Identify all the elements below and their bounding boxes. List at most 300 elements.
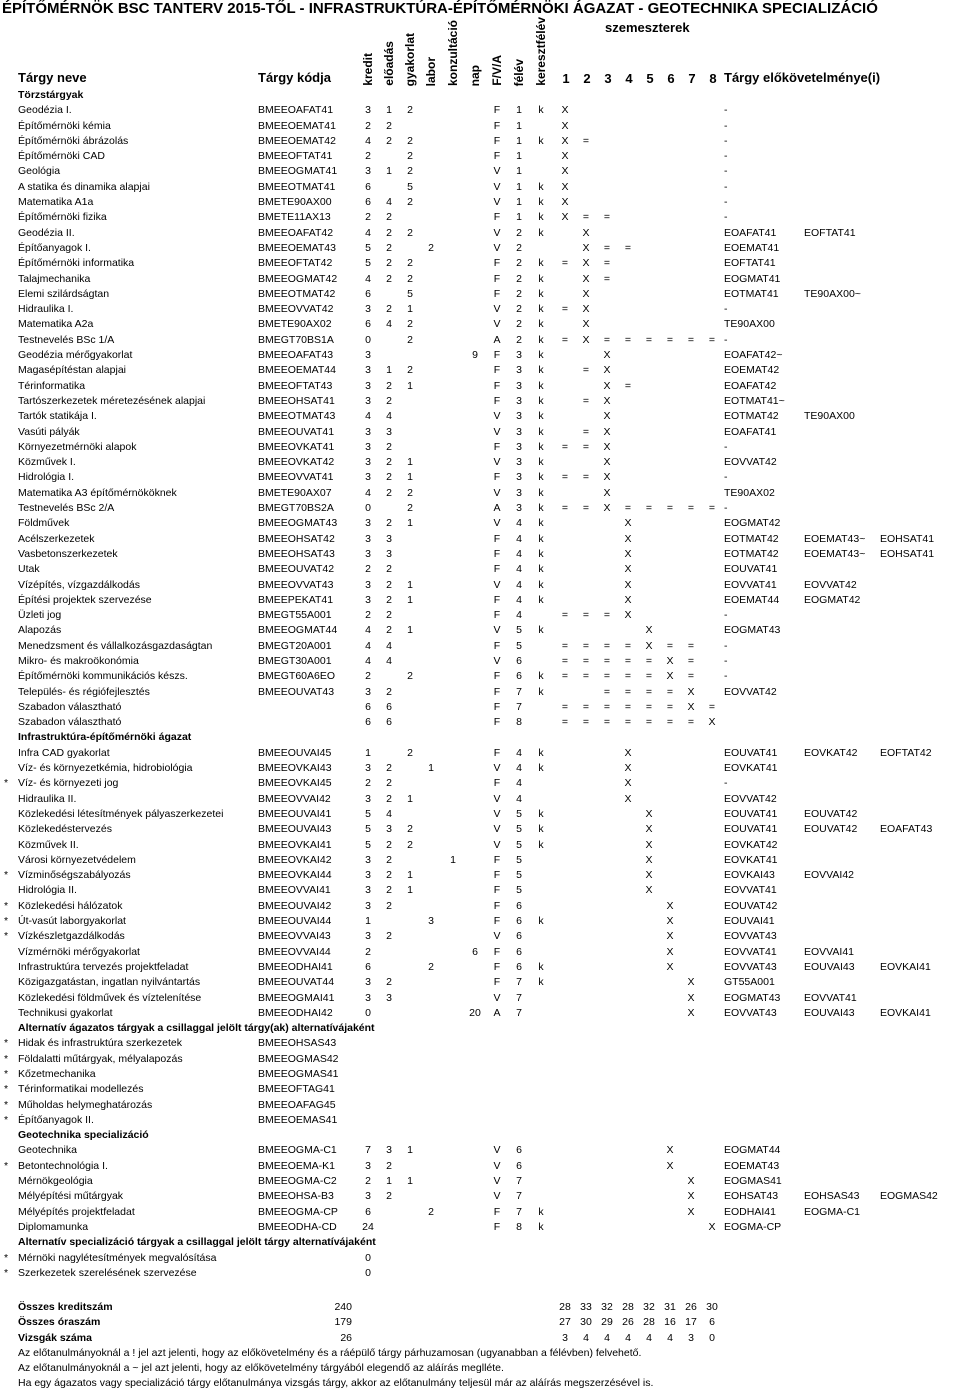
cross-semester-cell: k — [538, 318, 544, 331]
semester-mark: X — [666, 899, 674, 912]
table-row — [0, 1098, 960, 1113]
subject-name: Település- és régiófejlesztés — [18, 685, 150, 698]
credit-cell: 2 — [365, 1175, 371, 1188]
hours-cell: 2 — [407, 364, 413, 377]
semester-cell: 2 — [516, 318, 522, 331]
footnote: Az előtanulmányoknál a ! jel azt jelenti, hogy az előkövetelmény és a ráépülő tárgy párhuzamosan (ugyanabban a félévben) felvehető. — [18, 1347, 642, 1359]
semester-mark: = — [624, 654, 632, 667]
semester-mark: X — [561, 104, 569, 117]
credit-cell: 6 — [365, 716, 371, 729]
semester-mark: = — [645, 333, 653, 346]
subject-name: Vasbetonszerkezetek — [18, 547, 118, 560]
prerequisite: EOGMA-C1 — [804, 1205, 861, 1218]
hours-cell: 2 — [407, 150, 413, 163]
prerequisite: - — [724, 196, 728, 209]
prerequisite: EOVVAT43 — [724, 1006, 777, 1019]
credit-cell: 3 — [365, 899, 371, 912]
subject-code: BMEEOGMAT44 — [258, 624, 338, 637]
table-row — [0, 164, 960, 179]
semester-mark: X — [645, 639, 653, 652]
semester-mark: X — [708, 1220, 716, 1233]
semester-mark: X — [666, 670, 674, 683]
credit-cell: 0 — [365, 1006, 371, 1019]
credit-cell: 5 — [365, 838, 371, 851]
subject-code: BMEEOVKAI44 — [258, 869, 332, 882]
hours-cell: 1 — [407, 624, 413, 637]
semester-mark: = — [582, 639, 590, 652]
prerequisite: EOEMAT43 — [724, 1159, 780, 1172]
subject-name: Üzleti jog — [18, 609, 62, 622]
cross-semester-cell: k — [538, 349, 544, 362]
semester-cell: 4 — [516, 777, 522, 790]
subject-code: BMEEOVVAI44 — [258, 945, 331, 958]
hours-cell: 1 — [386, 364, 392, 377]
credit-cell: 3 — [365, 456, 371, 469]
assessment-cell: V — [493, 1159, 501, 1172]
semester-mark: = — [561, 609, 569, 622]
semester-mark: = — [582, 364, 590, 377]
table-row — [0, 226, 960, 241]
subject-code: BMEEOGMAT41 — [258, 165, 338, 178]
prerequisite: EOAFAT43 — [880, 823, 933, 836]
semester-mark: = — [582, 654, 590, 667]
assessment-cell: V — [493, 838, 501, 851]
prerequisite: - — [724, 777, 728, 790]
cross-semester-cell: k — [538, 746, 544, 759]
semester-mark: X — [603, 349, 611, 362]
hours-cell: 3 — [386, 1144, 392, 1157]
subject-code: BMEEOGMA-C2 — [258, 1175, 337, 1188]
semester-header-2: 2 — [583, 71, 591, 86]
alternative-star: * — [4, 1159, 9, 1172]
semester-mark: X — [624, 532, 632, 545]
hours-cell: 1 — [428, 762, 434, 775]
footnote: Ha egy ágazatos vagy specializáció tárgy előtanulmánya vizsgás tárgy, akkor az előtanulmány teljesül már az aláírás megszerzésével is. — [18, 1377, 654, 1389]
semester-mark: X — [561, 150, 569, 163]
credit-cell: 3 — [365, 394, 371, 407]
subject-code: BMEEOVKAI42 — [258, 853, 332, 866]
subject-code: BMEEOFTAT41 — [258, 150, 333, 163]
semester-mark: = — [561, 471, 569, 484]
alternative-star: * — [4, 1037, 9, 1050]
semester-mark: = — [603, 670, 611, 683]
semester-mark: X — [666, 915, 674, 928]
prerequisite: EOAFAT42 — [724, 379, 777, 392]
subject-code: BMEEOUVAI43 — [258, 823, 332, 836]
semester-mark: = — [687, 654, 695, 667]
credit-cell: 3 — [365, 104, 371, 117]
semester-mark: X — [687, 685, 695, 698]
credit-cell: 3 — [365, 349, 371, 362]
semester-mark: = — [624, 670, 632, 683]
assessment-cell: F — [493, 364, 501, 377]
subject-code: BMEEOEMAT41 — [258, 119, 336, 132]
hours-cell: 2 — [386, 930, 392, 943]
assessment-cell: V — [493, 456, 501, 469]
semester-mark: = — [666, 333, 674, 346]
hours-cell: 2 — [386, 211, 392, 224]
semester-mark: X — [624, 547, 632, 560]
semester-mark: = — [603, 654, 611, 667]
subject-name: Mélyépítés projektfeladat — [18, 1205, 135, 1218]
table-row — [0, 746, 960, 761]
subject-name: Elemi szilárdságtan — [18, 287, 110, 300]
semester-mark: = — [582, 502, 590, 515]
prerequisite: EOAFAT41 — [724, 226, 777, 239]
semester-cell: 1 — [516, 196, 522, 209]
semester-cell: 6 — [516, 945, 522, 958]
hours-cell: 2 — [386, 792, 392, 805]
semester-mark: X — [603, 379, 611, 392]
cross-semester-cell: k — [538, 517, 544, 530]
hours-cell: 2 — [407, 823, 413, 836]
hours-cell: 4 — [386, 639, 392, 652]
table-row — [0, 501, 960, 516]
table-row — [0, 470, 960, 485]
semester-mark: = — [582, 471, 590, 484]
assessment-cell: F — [493, 639, 501, 652]
semester-mark: = — [624, 379, 632, 392]
hours-cell: 2 — [428, 241, 434, 254]
semester-mark: = — [603, 639, 611, 652]
subject-code: BMEEOGMAT43 — [258, 517, 338, 530]
credit-cell: 4 — [365, 654, 371, 667]
prerequisite: EOVVAT41 — [724, 578, 777, 591]
hours-cell: 1 — [386, 1175, 392, 1188]
subject-name: Tartók statikája I. — [18, 410, 97, 423]
subject-name: Földalatti műtárgyak, mélyalapozás — [18, 1052, 183, 1065]
cross-semester-cell: k — [538, 471, 544, 484]
header-keresztfelev: keresztfélév — [534, 17, 548, 86]
credit-cell: 5 — [365, 241, 371, 254]
prerequisite: EOVKAI43 — [724, 869, 775, 882]
table-row — [0, 1113, 960, 1128]
assessment-cell: F — [493, 563, 501, 576]
section-heading — [0, 730, 960, 745]
subject-name: Vízépítés, vízgazdálkodás — [18, 578, 140, 591]
semester-cell: 4 — [516, 746, 522, 759]
hours-cell: 2 — [386, 471, 392, 484]
credit-cell: 6 — [365, 1205, 371, 1218]
subject-code: BMEEOUVAI45 — [258, 746, 332, 759]
alternative-star: * — [4, 1098, 9, 1111]
subject-code: BMEEOHSAT42 — [258, 532, 335, 545]
subject-code: BMEGT70BS1A — [258, 333, 334, 346]
semester-mark: X — [603, 486, 611, 499]
subject-name: Geotechnika — [18, 1144, 77, 1157]
hours-cell: 1 — [407, 379, 413, 392]
table-row — [0, 333, 960, 348]
cross-semester-cell: k — [538, 915, 544, 928]
credit-cell: 2 — [365, 670, 371, 683]
credit-cell: 0 — [365, 1251, 371, 1264]
credit-cell: 3 — [365, 593, 371, 606]
semester-mark: X — [603, 471, 611, 484]
subject-code: BMEEOVKAT41 — [258, 440, 335, 453]
credit-cell: 3 — [365, 547, 371, 560]
semester-mark: = — [603, 211, 611, 224]
prerequisite: - — [724, 150, 728, 163]
semester-mark: X — [624, 517, 632, 530]
semester-cell: 4 — [516, 593, 522, 606]
prerequisite: EOGMAT42 — [724, 517, 781, 530]
summary-row — [0, 1315, 960, 1330]
subject-name: Építőmérnöki kémia — [18, 119, 111, 132]
credit-cell: 6 — [365, 960, 371, 973]
prerequisite: EOVKAT42 — [804, 746, 858, 759]
prerequisite: EOVKAI41 — [880, 1006, 931, 1019]
subject-name: Környezetmérnöki alapok — [18, 440, 137, 453]
cross-semester-cell: k — [538, 578, 544, 591]
table-row — [0, 363, 960, 378]
semester-mark: X — [624, 578, 632, 591]
cross-semester-cell: k — [538, 960, 544, 973]
subject-code: BMEEOAFAT43 — [258, 349, 334, 362]
subject-code: BMEEOFTAT42 — [258, 257, 333, 270]
subject-name: Infra CAD gyakorlat — [18, 746, 110, 759]
semester-cell: 1 — [516, 119, 522, 132]
table-row — [0, 945, 960, 960]
semester-mark: = — [624, 241, 632, 254]
table-row — [0, 685, 960, 700]
assessment-cell: V — [493, 654, 501, 667]
hours-cell: 2 — [386, 241, 392, 254]
subject-name: Hidrológia II. — [18, 884, 77, 897]
semester-mark: = — [561, 639, 569, 652]
table-row — [0, 868, 960, 883]
assessment-cell: V — [493, 1175, 501, 1188]
subject-name: Magasépítéstan alapjai — [18, 364, 126, 377]
section-title: Alternatív ágazatos tárgyak a csillaggal jelölt tárgy(ak) alternatívájaként — [18, 1022, 375, 1035]
hours-cell: 20 — [469, 1006, 481, 1019]
subject-name: Testnevelés BSc 2/A — [18, 502, 115, 515]
prerequisite: EOVKAT42 — [724, 838, 778, 851]
subject-name: Városi környezetvédelem — [18, 853, 136, 866]
assessment-cell: F — [493, 777, 501, 790]
credit-cell: 3 — [365, 1190, 371, 1203]
prerequisite: - — [724, 502, 728, 515]
hours-cell: 2 — [407, 134, 413, 147]
subject-name: Építőmérnöki kommunikációs készs. — [18, 670, 188, 683]
semester-mark: X — [645, 838, 653, 851]
hours-cell: 2 — [407, 272, 413, 285]
subject-name: A statika és dinamika alapjai — [18, 180, 150, 193]
semester-mark: = — [645, 700, 653, 713]
semester-mark: = — [582, 440, 590, 453]
hours-cell: 6 — [386, 716, 392, 729]
credit-cell: 0 — [365, 333, 371, 346]
table-row — [0, 103, 960, 118]
credit-cell: 2 — [365, 119, 371, 132]
subject-code: BMEEOAFAG45 — [258, 1098, 336, 1111]
semester-cell: 1 — [516, 150, 522, 163]
subject-code: BMEEOEMA-K1 — [258, 1159, 336, 1172]
semester-mark: = — [666, 502, 674, 515]
semester-header-5: 5 — [646, 71, 654, 86]
hours-cell: 2 — [386, 593, 392, 606]
prerequisite: EOGMAT42 — [804, 593, 861, 606]
prerequisite: EOVKAT41 — [724, 853, 778, 866]
subject-code: BMEEOVVAI43 — [258, 930, 331, 943]
semester-cell: 7 — [516, 685, 522, 698]
subject-code: BMEEODHA-CD — [258, 1220, 337, 1233]
subject-name: Építőmérnöki informatika — [18, 257, 135, 270]
semester-mark: X — [603, 502, 611, 515]
summary-semester-value: 28 — [559, 1301, 571, 1313]
summary-semester-value: 27 — [559, 1316, 571, 1329]
cross-semester-cell: k — [538, 593, 544, 606]
subject-code: BMEEOUVAT41 — [258, 425, 335, 438]
header-felev: félév — [512, 58, 526, 86]
table-row — [0, 134, 960, 149]
table-row — [0, 623, 960, 638]
prerequisite: EOTMAT41~ — [724, 394, 785, 407]
semester-mark: X — [687, 1175, 695, 1188]
hours-cell: 9 — [472, 349, 478, 362]
subject-code: BMEEOGMA-CP — [258, 1205, 338, 1218]
assessment-cell: F — [493, 394, 501, 407]
semester-header-6: 6 — [667, 71, 675, 86]
semester-cell: 1 — [516, 165, 522, 178]
subject-code: BMEEOGMAS42 — [258, 1052, 339, 1065]
subject-name: Matematika A1a — [18, 196, 94, 209]
subject-name: Szabadon választható — [18, 716, 122, 729]
semester-cell: 2 — [516, 272, 522, 285]
semester-mark: = — [561, 303, 569, 316]
assessment-cell: F — [493, 532, 501, 545]
assessment-cell: F — [493, 609, 501, 622]
table-row — [0, 807, 960, 822]
subject-name: Közigazgatástan, ingatlan nyilvántartás — [18, 976, 201, 989]
subject-name: Geodézia mérőgyakorlat — [18, 349, 133, 362]
hours-cell: 1 — [407, 1175, 413, 1188]
prerequisite: - — [724, 303, 728, 316]
table-row — [0, 195, 960, 210]
summary-semester-value: 32 — [643, 1301, 655, 1313]
subject-name: Mérnökgeológia — [18, 1175, 93, 1188]
semester-mark: = — [603, 716, 611, 729]
cross-semester-cell: k — [538, 1205, 544, 1218]
credit-cell: 5 — [365, 807, 371, 820]
prerequisite: EOFTAT41 — [724, 257, 776, 270]
semester-cell: 4 — [516, 547, 522, 560]
subject-code: BMEEOFTAG41 — [258, 1083, 335, 1096]
assessment-cell: F — [493, 884, 501, 897]
semester-mark: X — [687, 1006, 695, 1019]
semester-cell: 3 — [516, 440, 522, 453]
hours-cell: 2 — [407, 226, 413, 239]
cross-semester-cell: k — [538, 685, 544, 698]
header-semesters: szemeszterek — [605, 20, 690, 35]
subject-code: BMEEOUVAT42 — [258, 563, 335, 576]
hours-cell: 2 — [407, 670, 413, 683]
section-heading — [0, 1021, 960, 1036]
semester-mark: = — [624, 502, 632, 515]
assessment-cell: F — [493, 1205, 501, 1218]
semester-mark: X — [582, 287, 590, 300]
prerequisite: EOTMAT42 — [724, 532, 779, 545]
header-eloadas: előadás — [382, 41, 396, 86]
credit-cell: 4 — [365, 639, 371, 652]
subject-code: BMETE90AX07 — [258, 486, 332, 499]
semester-mark: X — [624, 593, 632, 606]
semester-mark: = — [561, 257, 569, 270]
table-row — [0, 1266, 960, 1281]
semester-mark: X — [624, 563, 632, 576]
semester-mark: X — [645, 624, 653, 637]
credit-cell: 3 — [365, 930, 371, 943]
assessment-cell: F — [493, 119, 501, 132]
subject-name: Közlekedési hálózatok — [18, 899, 123, 912]
section-heading — [0, 1128, 960, 1143]
semester-cell: 4 — [516, 563, 522, 576]
subject-name: Talajmechanika — [18, 272, 91, 285]
prerequisite: EOFTAT42 — [880, 746, 932, 759]
hours-cell: 2 — [407, 746, 413, 759]
assessment-cell: F — [493, 746, 501, 759]
prerequisite: EOUVAT41 — [724, 563, 778, 576]
assessment-cell: V — [493, 318, 501, 331]
table-row — [0, 715, 960, 730]
semester-cell: 6 — [516, 930, 522, 943]
subject-name: Mikro- és makroökonómia — [18, 654, 139, 667]
subject-name: Matematika A3 építőmérnököknek — [18, 486, 177, 499]
footnote: Az előtanulmányoknál a ~ jel azt jelenti, hogy az előkövetelmény tárgyából elegendő az aláírás meglléte. — [18, 1362, 504, 1374]
column-headers — [0, 18, 960, 86]
semester-mark: X — [624, 609, 632, 622]
subject-code: BMEEOVVAT41 — [258, 471, 334, 484]
table-row — [0, 578, 960, 593]
subject-code: BMEEOUVAT44 — [258, 976, 335, 989]
assessment-cell: F — [493, 685, 501, 698]
hours-cell: 1 — [407, 578, 413, 591]
prerequisite: EOGMA-CP — [724, 1220, 782, 1233]
alternative-star: * — [4, 915, 9, 928]
hours-cell: 1 — [407, 869, 413, 882]
summary-row — [0, 1331, 960, 1346]
table-row — [0, 562, 960, 577]
hours-cell: 2 — [386, 1159, 392, 1172]
hours-cell: 3 — [386, 823, 392, 836]
cross-semester-cell: k — [538, 211, 544, 224]
hours-cell: 2 — [386, 578, 392, 591]
semester-mark: X — [666, 945, 674, 958]
semester-mark: = — [582, 700, 590, 713]
table-row — [0, 486, 960, 501]
subject-name: Vízkészletgazdálkodás — [18, 930, 125, 943]
table-row — [0, 348, 960, 363]
semester-mark: = — [624, 700, 632, 713]
subject-name: Hidak és infrastruktúra szerkezetek — [18, 1037, 182, 1050]
section-title: Infrastruktúra-építőmérnöki ágazat — [18, 731, 192, 744]
table-row — [0, 287, 960, 302]
table-row — [0, 822, 960, 837]
semester-cell: 3 — [516, 349, 522, 362]
table-row — [0, 379, 960, 394]
table-row — [0, 149, 960, 164]
hours-cell: 1 — [407, 593, 413, 606]
table-row — [0, 1220, 960, 1235]
credit-cell: 3 — [365, 869, 371, 882]
semester-cell: 5 — [516, 853, 522, 866]
hours-cell: 2 — [386, 226, 392, 239]
summary-total: 179 — [334, 1316, 352, 1329]
summary-semester-value: 26 — [622, 1316, 634, 1329]
credit-cell: 3 — [365, 517, 371, 530]
assessment-cell: F — [493, 272, 501, 285]
semester-mark: X — [687, 700, 695, 713]
semester-cell: 3 — [516, 410, 522, 423]
